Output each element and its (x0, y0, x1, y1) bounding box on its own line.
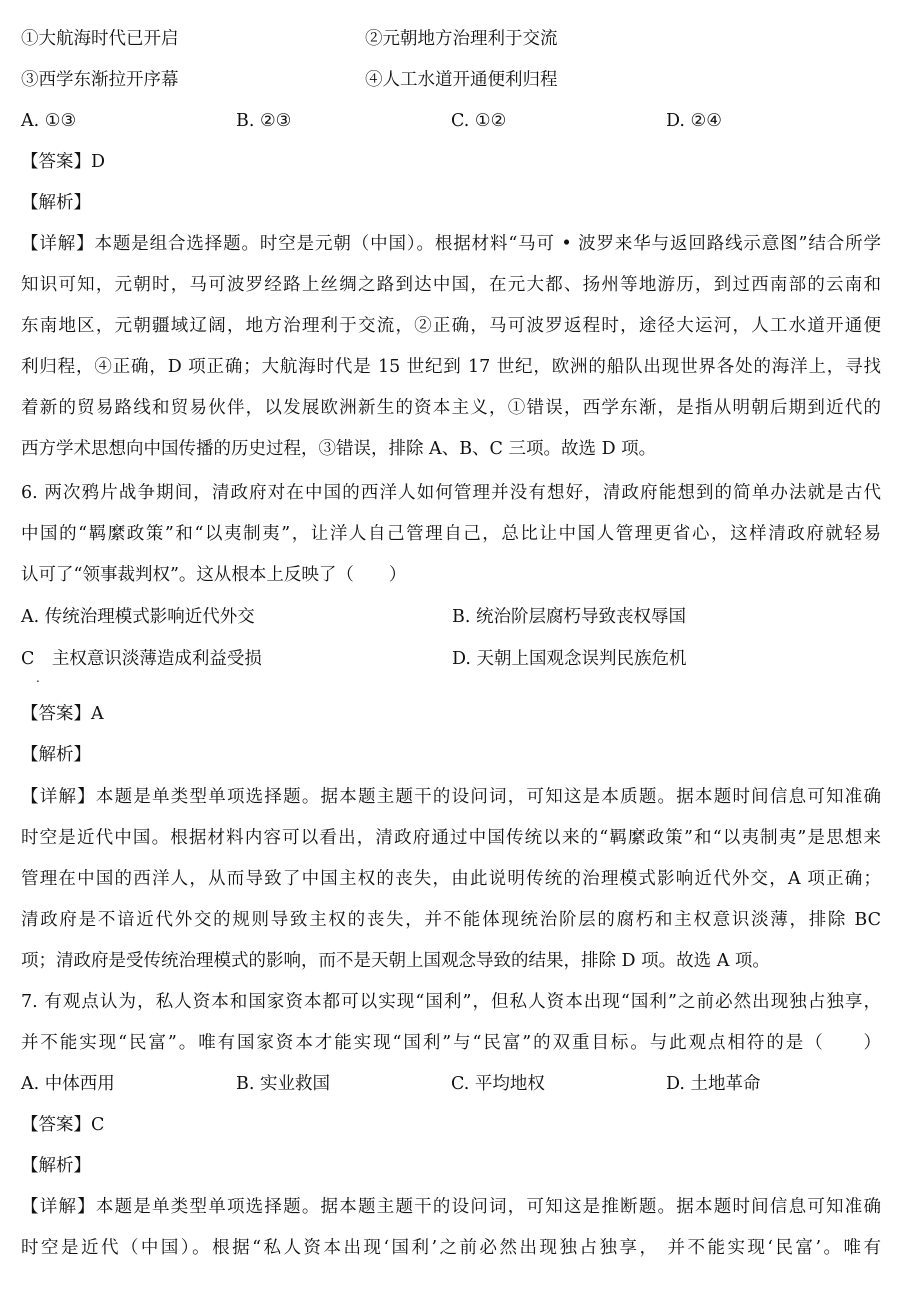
q7-option-a: A. 中体西用 (21, 1074, 115, 1094)
q6-detail-line: 时空是近代中国。根据材料内容可以看出，清政府通过中国传统以来的“羁縻政策”和“以夷制夷”是思想来 (21, 828, 881, 848)
q5-option-c: C. ①② (451, 111, 507, 131)
q6-detail-line: 管理在中国的西洋人，从而导致了中国主权的丧失，由此说明传统的治理模式影响近代外交，A 项正确； (21, 869, 881, 889)
q5-analysis-heading: 【解析】 (21, 193, 91, 213)
q6-stem-line: 认可了“领事裁判权”。这从根本上反映了（ ） (21, 565, 407, 585)
q5-option-d: D. ②④ (666, 111, 722, 131)
q7-option-c: C. 平均地权 (451, 1074, 545, 1094)
q5-answer: 【答案】D (21, 152, 106, 172)
q5-statement-4: ④人工水道开通便利归程 (365, 70, 558, 90)
q6-answer: 【答案】A (21, 704, 104, 724)
q5-statement-2: ②元朝地方治理利于交流 (365, 29, 558, 49)
q6-stem-line: 中国的“羁縻政策”和“以夷制夷”，让洋人自己管理自己，总比让中国人管理更省心，这样清政府就轻易 (21, 524, 881, 544)
q7-detail-line: 【详解】本题是单类型单项选择题。据本题主题干的设问词，可知这是推断题。据本题时间信息可知准确 (21, 1197, 881, 1217)
q6-option-c: C 主权意识淡薄造成利益受损 (21, 649, 262, 669)
q6-detail-line: 清政府是不谙近代外交的规则导致主权的丧失，并不能体现统治阶层的腐朽和主权意识淡薄，排除 BC (21, 910, 881, 930)
q7-option-b: B. 实业救国 (236, 1074, 330, 1094)
q5-detail-line: 东南地区，元朝疆域辽阔，地方治理利于交流，②正确，马可波罗返程时，途径大运河，人工水道开通便 (21, 316, 881, 336)
q7-answer: 【答案】C (21, 1115, 105, 1135)
q6-detail-line: 项；清政府是受传统治理模式的影响，而不是天朝上国观念导致的结果，排除 D 项。故选 A 项。 (21, 951, 770, 971)
q6-option-d: D. 天朝上国观念误判民族危机 (452, 649, 687, 669)
q6-analysis-heading: 【解析】 (21, 745, 91, 765)
q7-stem-line: 并不能实现“民富”。唯有国家资本才能实现“国利”与“民富”的双重目标。与此观点相符的是（ ） (21, 1033, 881, 1053)
q5-detail-line: 【详解】本题是组合选择题。时空是元朝（中国）。根据材料“马可 • 波罗来华与返回路线示意图”结合所学 (21, 234, 881, 254)
q5-statement-3: ③西学东渐拉开序幕 (21, 70, 179, 90)
q5-detail-line: 知识可知，元朝时，马可波罗经路上丝绸之路到达中国，在元大都、扬州等地游历，到过西南部的云南和 (21, 275, 881, 295)
q7-stem-line: 7. 有观点认为，私人资本和国家资本都可以实现“国利”，但私人资本出现“国利”之前必然出现独占独享， (21, 992, 881, 1012)
q6-option-b: B. 统治阶层腐朽导致丧权辱国 (452, 607, 686, 627)
q6-detail-line: 【详解】本题是单类型单项选择题。据本题主题干的设问词，可知这是本质题。据本题时间信息可知准确 (21, 787, 881, 807)
q6-stray-dot: . (36, 671, 40, 685)
q5-detail-line: 着新的贸易路线和贸易伙伴，以发展欧洲新生的资本主义，①错误，西学东渐，是指从明朝后期到近代的 (21, 398, 881, 418)
q7-detail-line: 时空是近代（中国）。根据“私人资本出现‘国利’之前必然出现独占独享， 并不能实现‘民富’。唯有 (21, 1238, 881, 1258)
q5-option-a: A. ①③ (21, 111, 77, 131)
q5-detail-line: 西方学术思想向中国传播的历史过程，③错误，排除 A、B、C 三项。故选 D 项。 (21, 439, 657, 459)
q5-statement-1: ①大航海时代已开启 (21, 29, 179, 49)
q7-analysis-heading: 【解析】 (21, 1156, 91, 1176)
q6-option-a: A. 传统治理模式影响近代外交 (21, 607, 255, 627)
q5-option-b: B. ②③ (236, 111, 292, 131)
q7-option-d: D. 土地革命 (666, 1074, 761, 1094)
q5-detail-line: 利归程，④正确，D 项正确；大航海时代是 15 世纪到 17 世纪，欧洲的船队出现世界各处的海洋上，寻找 (21, 357, 881, 377)
q6-stem-line: 6. 两次鸦片战争期间，清政府对在中国的西洋人如何管理并没有想好，清政府能想到的简单办法就是古代 (21, 483, 881, 503)
